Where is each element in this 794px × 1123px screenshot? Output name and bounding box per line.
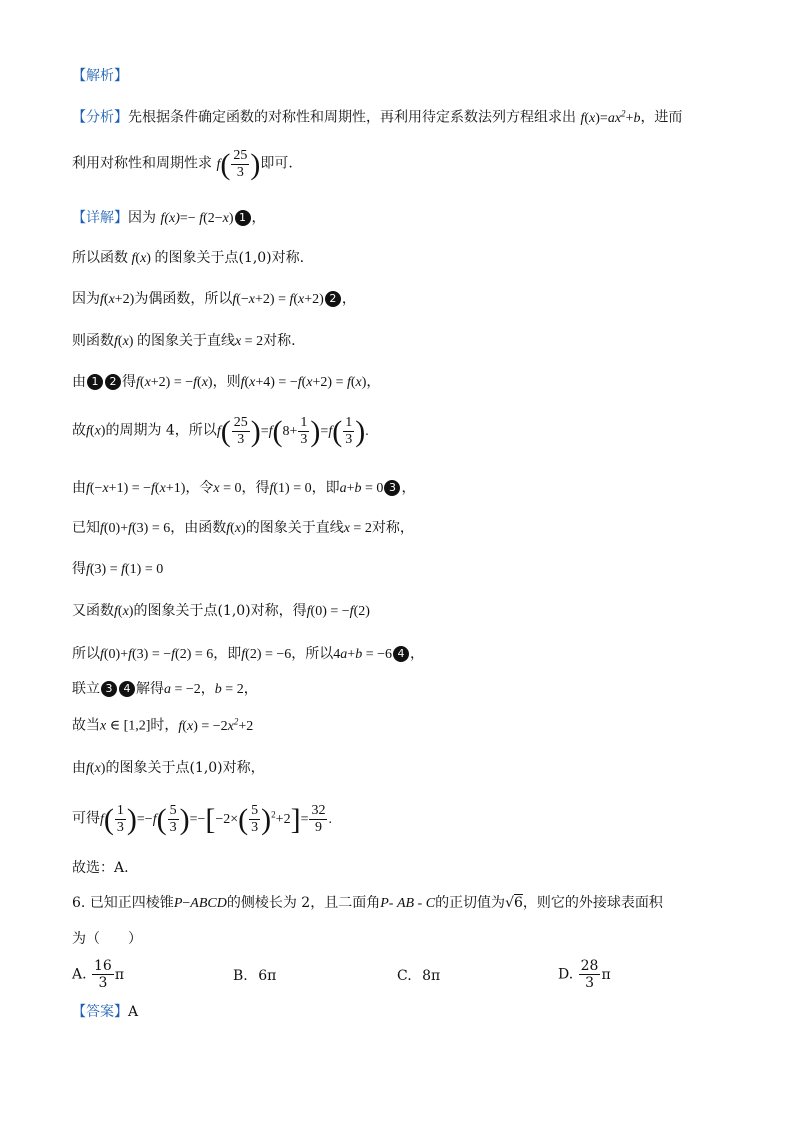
answer-value: A [128, 1004, 139, 1020]
text: ，即 [213, 646, 242, 662]
formula: f(1) = 0 [269, 481, 312, 496]
circled-4-icon: 4 [119, 681, 135, 697]
formula-fx-ax2b: $f(x)=ax^2+b$ [580, 108, 641, 126]
detail-line-4 [72, 331, 296, 352]
formula: (1,0) [238, 250, 272, 266]
formula: x = 0 [213, 481, 242, 496]
text: 得 [122, 374, 136, 390]
text: ，即 [311, 480, 340, 496]
text: 可得 [72, 810, 100, 827]
question-number: 6. [72, 895, 86, 911]
option-d[interactable] [558, 958, 611, 991]
text: 为偶函数，所以 [134, 291, 233, 307]
option-a-label: A. [72, 966, 87, 983]
analysis-text-2: 利用对称性和周期性求 [72, 155, 212, 172]
analysis-text: 先根据条件确定函数的对称性和周期性，再利用待定系数法列方程组求出 [128, 109, 576, 126]
formula: f(−x+1) = −f(x+1) [86, 481, 186, 496]
detail-line-15 [72, 803, 332, 836]
circled-2-icon: 2 [325, 291, 341, 307]
formula-f-25-3: f( $\frac{25}{3}$ ) [216, 147, 261, 181]
text: 解得 [136, 681, 164, 697]
detail-line-11: 所以f(0)+f(3) = −f(2) = 6，即f(2) = −6，所以4a+b = −6 4 ， [72, 646, 424, 662]
text: 已知正四棱锥 [89, 895, 174, 911]
detail-line-13 [72, 711, 253, 737]
formula: P−ABCD [173, 896, 227, 911]
option-d-value: $\frac{28}{3}$ π [580, 958, 611, 991]
formula: P- AB - C [380, 896, 436, 911]
detail-line-1: 【详解】因为 f(x)=− f(2−x) 1 ， [72, 210, 266, 226]
text: 时， [150, 717, 179, 734]
detail-line-3: 因为f(x+2)为偶函数，所以f(−x+2) = f(x+2) 2 ， [72, 291, 356, 307]
formula-final: f( $\frac{1}{3}$ )=−f( $\frac{5}{3}$ )=−[−2×( $\frac{5}{3}$ )$^2$+2]= $\frac{32}{9}$ . [100, 802, 332, 836]
section-label [72, 66, 128, 86]
text: 的图象关于点 [154, 250, 239, 266]
formula: (1,0) [189, 760, 223, 776]
text: 所以 [72, 646, 100, 662]
formula: f(x) [86, 423, 106, 439]
formula: x = 2 [234, 334, 264, 349]
text: 对称. [271, 250, 305, 266]
text: 故选：A. [72, 860, 129, 876]
formula: f(2) = −6 [241, 647, 292, 662]
text: 的周期为 4，所以 [105, 422, 217, 439]
formula: f(x+2) = −f(x) [136, 375, 213, 390]
text: 的图象关于点 [105, 760, 190, 776]
text: ，由函数 [170, 520, 227, 536]
detail-line-5 [72, 372, 380, 393]
text: 故当 [72, 717, 100, 734]
formula: f(x+4) = −f(x+2) = f(x)， [240, 375, 381, 390]
section-label-text: 【解析】 [72, 68, 128, 84]
text: 为（ ） [72, 931, 142, 947]
analysis-text-2-end: 即可. [260, 155, 293, 172]
formula: $f(x) = -2x^2+2$ [178, 716, 254, 734]
detail-line-12 [72, 679, 258, 700]
detail-line-6 [72, 415, 369, 448]
formula: f(x) [114, 334, 134, 349]
text: ，令 [185, 480, 214, 496]
formula: f(x)=− f(2−x) [160, 211, 234, 226]
option-b[interactable] [233, 966, 276, 986]
text: 则函数 [72, 333, 114, 349]
option-d-label: D. [558, 966, 574, 983]
text: 联立 [72, 681, 100, 697]
detail-line-7: 由f(−x+1) = −f(x+1)，令x = 0，得f(1) = 0，即a+b = 0 3 ， [72, 480, 416, 496]
formula-periodic: f( $\frac{25}{3}$ )=f(8+ $\frac{1}{3}$ )=f( $\frac{1}{3}$ ). [216, 414, 369, 448]
formula: f(0) = −f(2) [306, 604, 370, 619]
text: ，则它的外接球表面积 [522, 895, 663, 911]
formula: f(−x+2) = f(x+2) [232, 292, 324, 307]
analysis-tag: 【分析】 [72, 109, 128, 126]
text: 因为 [128, 210, 156, 226]
circled-4-icon: 4 [393, 646, 409, 662]
text: 的正切值为 [435, 895, 506, 911]
text: 由 [72, 480, 86, 496]
text: 由 [72, 760, 86, 776]
option-b-label: B. [233, 968, 248, 984]
text: 由 [72, 374, 86, 390]
text: 的侧棱长为 2，且二面角 [226, 895, 381, 911]
analysis-line-1 [72, 103, 682, 129]
formula: f(x) [226, 521, 246, 536]
formula: √6 [505, 895, 523, 911]
text: ，得 [241, 480, 270, 496]
analysis-text-end: ，进而 [640, 109, 683, 126]
detail-line-8 [72, 518, 414, 539]
option-a[interactable] [72, 958, 124, 991]
circled-3-icon: 3 [101, 681, 117, 697]
text: 故 [72, 422, 86, 439]
text: 所以函数 [72, 250, 128, 266]
detail-line-2 [72, 248, 304, 269]
formula: a = −2，b = 2， [164, 682, 258, 697]
formula: f(3) = f(1) = 0 [86, 562, 164, 577]
formula: (1,0) [217, 603, 251, 619]
question-6-line-2 [72, 929, 142, 949]
detail-line-16 [72, 858, 129, 878]
answer-tag: 【答案】 [72, 1004, 128, 1020]
circled-1-icon: 1 [87, 374, 103, 390]
option-c-label: C. [397, 968, 412, 984]
detail-line-14 [72, 758, 265, 779]
formula: f(x) [128, 251, 151, 266]
text: 对称， [222, 760, 265, 776]
text: 的图象关于直线 [136, 333, 235, 349]
formula: 4a+b = −6 [333, 647, 392, 662]
text: 因为 [72, 291, 100, 307]
detail-tag: 【详解】 [72, 210, 128, 226]
option-c-value: 8π [422, 968, 441, 984]
text: 对称. [263, 333, 296, 349]
option-a-value: $\frac{16}{3}$ π [94, 958, 125, 991]
text: 的图象关于点 [133, 603, 218, 619]
text: 又函数 [72, 603, 114, 619]
analysis-line-2 [72, 148, 293, 181]
circled-3-icon: 3 [384, 480, 400, 496]
circled-2-icon: 2 [105, 374, 121, 390]
text: 的图象关于直线 [245, 520, 344, 536]
formula: f(x+2) [100, 292, 135, 307]
formula: f(x) [86, 761, 106, 776]
text: 已知 [72, 520, 100, 536]
text: 对称，得 [250, 603, 307, 619]
text: ，所以 [291, 646, 334, 662]
question-6-line-1 [72, 893, 663, 914]
detail-line-10 [72, 601, 370, 622]
formula: f(0)+f(3) = −f(2) = 6 [100, 647, 214, 662]
circled-1-icon: 1 [235, 210, 251, 226]
option-b-value: 6π [258, 968, 277, 984]
formula: f(0)+f(3) = 6 [100, 521, 171, 536]
text: 对称， [371, 520, 414, 536]
formula: x ∈ [1,2] [100, 718, 151, 734]
formula: a+b = 0 [339, 481, 384, 496]
formula: f(x) [114, 604, 134, 619]
answer-line [72, 1002, 138, 1022]
text: ，则 [212, 374, 241, 390]
text: 得 [72, 561, 86, 577]
detail-line-9 [72, 559, 163, 580]
option-c[interactable] [397, 966, 440, 986]
formula: x = 2 [343, 521, 372, 536]
